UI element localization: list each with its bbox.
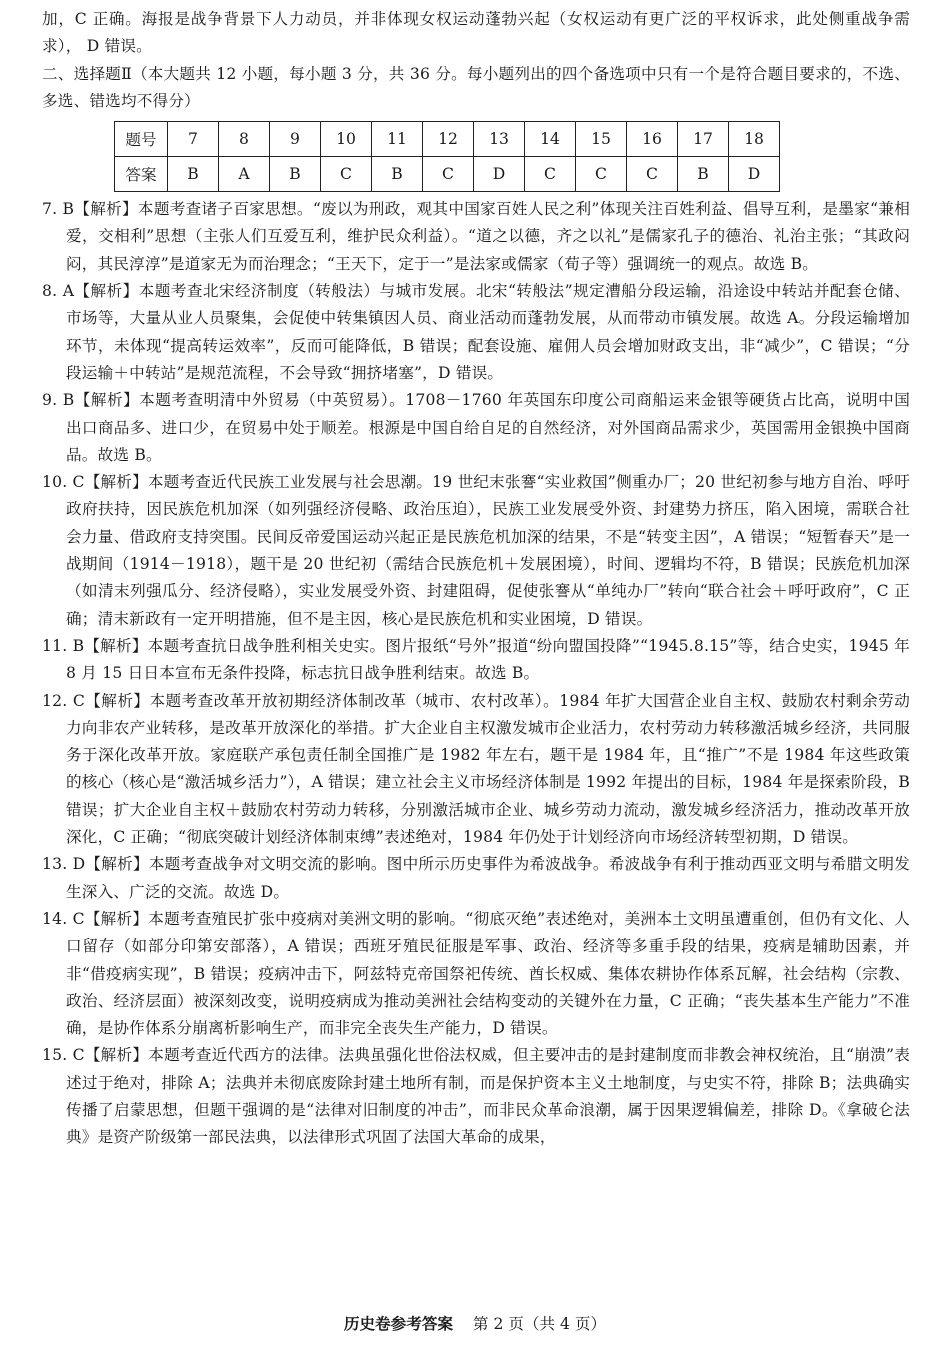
table-cell: C <box>423 157 474 192</box>
explanation-q14: 14. C【解析】本题考查殖民扩张中疫病对美洲文明的影响。“彻底灭绝”表述绝对，美洲本土文明虽遭重创，但仍有文化、人口留存（如部分印第安部落），A 错误；西班牙殖民征服是军事、政治、经济等多重手段的结果，疫病是辅助因素，并非“借疫病实现”，B 错误；疫病冲击下，阿兹特克帝国祭祀传统、酋长权威、集体农耕协作体系瓦解，社会结构（宗教、政治、经济层面）被深刻改变，说明疫病成为推动美洲社会结构变动的关键外在力量，C 正确；“丧失基本生产能力”不准确，是协作体系分崩离析影响生产，而非完全丧失生产能力，D 错误。 <box>42 909 910 1038</box>
table-cell: 12 <box>423 122 474 157</box>
answer-table-number-row <box>115 122 780 157</box>
table-cell: 18 <box>729 122 780 157</box>
explanation-q12: 12. C【解析】本题考查改革开放初期经济体制改革（城市、农村改革）。1984 年扩大国营企业自主权、鼓励农村剩余劳动力向非农产业转移，是改革开放深化的举措。扩大企业自主权激发城市企业活力，农村劳动力转移激活城乡经济，共同服务于深化改革开放。家庭联产承包责任制全国推广是 1982 年左右，题干是 1984 年，且“推广”不是 1984 年这些政策的核心（核心是“激活城乡活力”），A 错误；建立社会主义市场经济体制是 1992 年提出的目标，1984 年是探索阶段，B 错误；扩大企业自主权＋鼓励农村劳动力转移，分别激活城市企业、城乡劳动力流动，激发城乡经济活力，推动改革开放深化，C 正确；“彻底突破计划经济体制束缚”表述绝对，1984 年仍处于计划经济向市场经济转型初期，D 错误。 <box>42 691 910 847</box>
table-cell: 16 <box>627 122 678 157</box>
answer-table <box>114 121 780 192</box>
table-cell: C <box>321 157 372 192</box>
table-cell: 9 <box>270 122 321 157</box>
table-cell: C <box>576 157 627 192</box>
explanation-q8: 8. A【解析】本题考查北宋经济制度（转般法）与城市发展。北宋“转般法”规定漕船分段运输，沿途设中转站并配套仓储、市场等，大量从业人员聚集，会促使中转集镇因人员、商业活动而蓬勃发展，从而带动市镇发展。故选 A。分段运输增加环节，未体现“提高转运效率”，反而可能降低，B 错误；配套设施、雇佣人员会增加财政支出，非“减少”，C 错误；“分段运输＋中转站”是规范流程，不会导致“拥挤堵塞”，D 错误。 <box>42 282 910 382</box>
table-cell: B <box>678 157 729 192</box>
answer-table-answer-row <box>115 157 780 192</box>
answer-page <box>42 6 910 1152</box>
table-cell: A <box>219 157 270 192</box>
page-footer <box>0 1312 950 1334</box>
table-cell: C <box>627 157 678 192</box>
table-cell: D <box>474 157 525 192</box>
table-cell: 17 <box>678 122 729 157</box>
table-cell: 15 <box>576 122 627 157</box>
table-cell: B <box>372 157 423 192</box>
explanation-q15: 15. C【解析】本题考查近代西方的法律。法典虽强化世俗法权威，但主要冲击的是封建制度而非教会神权统治，且“崩溃”表述过于绝对，排除 A；法典并未彻底废除封建土地所有制，而是保护资本主义土地制度，与史实不符，排除 B；法典确实传播了启蒙思想，但题干强调的是“法律对旧制度的冲击”，而非民众革命浪潮，属于因果逻辑偏差，排除 D。《拿破仑法典》是资产阶级第一部民法典，以法律形式巩固了法国大革命的成果， <box>42 1046 910 1147</box>
table-cell: C <box>525 157 576 192</box>
table-cell: B <box>168 157 219 192</box>
explanation-q7: 7. B【解析】本题考查诸子百家思想。“废以为刑政，观其中国家百姓人民之利”体现关注百姓利益、倡导互利，是墨家“兼相爱，交相利”思想（主张人们互爱互利，维护民众利益）。“道之以德，齐之以礼”是儒家孔子的德治、礼治主张；“其政闷闷，其民淳淳”是道家无为而治理念；“王天下，定于一”是法家或儒家（荀子等）强调统一的观点。故选 B。 <box>42 200 910 273</box>
table-cell: 8 <box>219 122 270 157</box>
table-cell: 7 <box>168 122 219 157</box>
footer-doc-title: 历史卷参考答案 <box>343 1315 454 1333</box>
explanation-q11: 11. B【解析】本题考查抗日战争胜利相关史实。图片报纸“号外”报道“纷向盟国投降”“1945.8.15”等，结合史实，1945 年 8 月 15 日日本宣布无条件投降，标志抗日战争胜利结束。故选 B。 <box>42 636 910 683</box>
footer-page-info: 第 2 页（共 4 页） <box>472 1315 607 1333</box>
prev-question-text: 加，C 正确。海报是战争背景下人力动员，并非体现女权运动蓬勃兴起（女权运动有更广泛的平权诉求，此处侧重战争需求）， D 错误。 <box>42 10 910 56</box>
table-cell: 11 <box>372 122 423 157</box>
table-cell: 10 <box>321 122 372 157</box>
explanation-q10: 10. C【解析】本题考查近代民族工业发展与社会思潮。19 世纪末张謇“实业救国”侧重办厂；20 世纪初参与地方自治、呼吁政府扶持，因民族危机加深（如列强经济侵略、政治压迫），民族工业发展受外资、封建势力挤压，陷入困境，需联合社会力量、借政府支持突围。民间反帝爱国运动兴起正是民族危机加深的结果，不是“转变主因”，A 错误；“短暂春天”是一战期间（1914－1918），题干是 20 世纪初（需结合民族危机＋发展困境），时间、逻辑均不符，B 错误；民族危机加深（如清末列强瓜分、经济侵略），实业发展受外资、封建阻碍，促使张謇从“单纯办厂”转向“联合社会＋呼吁政府”，C 正确；清末新政有一定开明措施，但不是主因，核心是民族危机和实业困境，D 错误。 <box>42 473 910 628</box>
table-cell: 14 <box>525 122 576 157</box>
explanation-q9: 9. B【解析】本题考查明清中外贸易（中英贸易）。1708－1760 年英国东印度公司商船运来金银等硬货占比高，说明中国出口商品多、进口少，在贸易中处于顺差。根源是中国自给自足的自然经济，对外国商品需求少，英国需用金银换中国商品。故选 B。 <box>42 391 910 464</box>
table-cell: B <box>270 157 321 192</box>
explanation-q13: 13. D【解析】本题考查战争对文明交流的影响。图中所示历史事件为希波战争。希波战争有利于推动西亚文明与希腊文明发生深入、广泛的交流。故选 D。 <box>42 855 910 901</box>
table-cell: D <box>729 157 780 192</box>
row-label-answer: 答案 <box>115 157 168 192</box>
table-cell: 13 <box>474 122 525 157</box>
row-label-number: 题号 <box>115 122 168 157</box>
section-title: 二、选择题Ⅱ（本大题共 12 小题，每小题 3 分，共 36 分。每小题列出的四个备选项中只有一个是符合题目要求的，不选、多选、错选均不得分） <box>42 64 910 110</box>
